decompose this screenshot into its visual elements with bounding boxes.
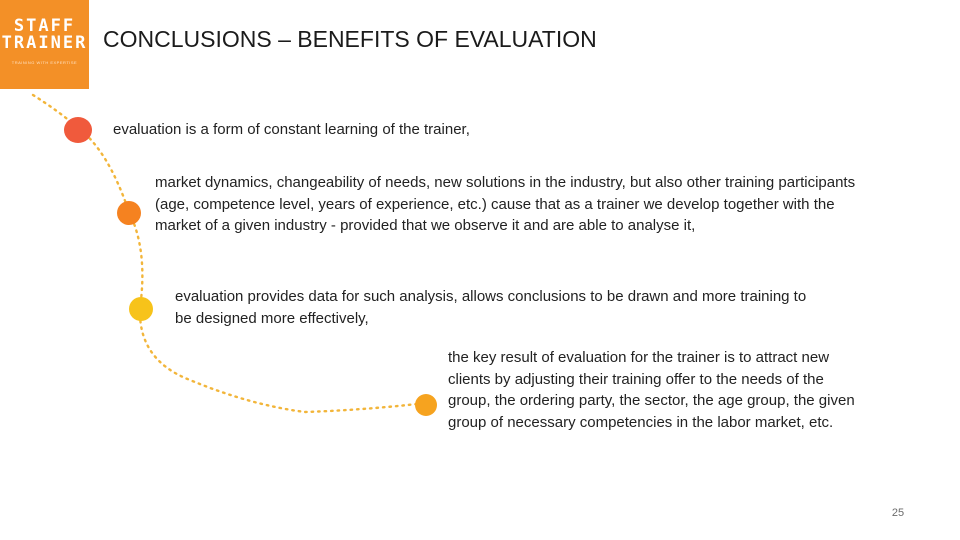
dotted-path-line [33, 95, 426, 412]
point-text-2: market dynamics, changeability of needs, new solutions in the industry, but also other training participants (age, competence level, years of experience, etc.) cause that as a trainer we develop together with the market of a given industry - provided that we observe it and are able to analyse it, [155, 174, 856, 235]
point-text-1: evaluation is a form of constant learning of the trainer, [113, 121, 470, 138]
timeline-point-2 [117, 201, 141, 225]
timeline-point-4 [415, 394, 437, 416]
timeline-point-3 [129, 297, 153, 321]
timeline-point-1 [64, 117, 92, 143]
slide-title: CONCLUSIONS – BENEFITS OF EVALUATION [103, 26, 597, 52]
logo-word-staff: STAFF [13, 16, 76, 36]
logo-word-trainer: TRAINER [1, 33, 88, 53]
logo-tagline: TRAINING WITH EXPERTISE [11, 60, 78, 65]
point-text-4: the key result of evaluation for the trainer is to attract new clients by adjusting their training offer to the needs of the group, the ordering party, the sector, the age group, the given group of necessary competencies in the labor market, etc. [448, 349, 855, 431]
point-text-3: evaluation provides data for such analysis, allows conclusions to be drawn and more training to be designed more effectively, [175, 288, 807, 327]
page-number: 25 [891, 507, 905, 519]
